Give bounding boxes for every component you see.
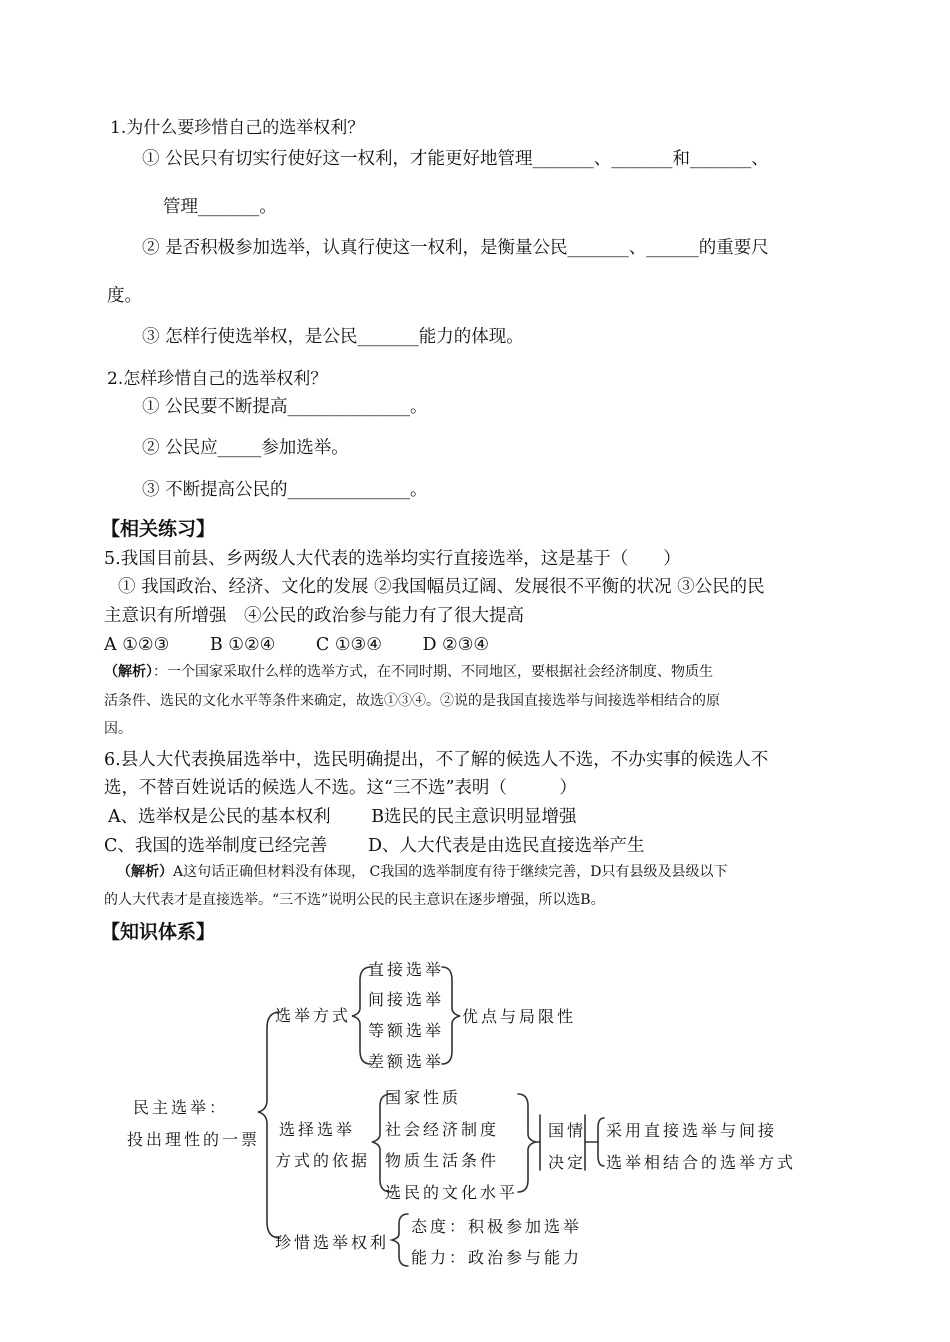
map-basis-item: 社会经济制度 xyxy=(385,1120,500,1139)
map-branch-cherish: 珍惜选举权利 xyxy=(275,1233,390,1252)
q6-choices-line-2: C、我国的选举制度已经完善 D、人大代表是由选民直接选举产生 xyxy=(104,836,645,856)
question-2-title: 2.怎样珍惜自己的选举权利？ xyxy=(107,369,328,389)
map-branch-basis-line-2: 方式的依据 xyxy=(275,1151,371,1170)
map-root-line-2: 投出理性的一票 xyxy=(127,1130,261,1149)
map-basis-item: 国家性质 xyxy=(385,1088,462,1107)
map-cherish-item: 能力：政治参与能力 xyxy=(411,1248,583,1267)
map-methods-note: 优点与局限性 xyxy=(462,1007,577,1026)
question-2-line-2: ② 公民应_____参加选举。 xyxy=(142,438,349,458)
question-2-line-1: ① 公民要不断提高______________。 xyxy=(142,397,428,417)
question-1-line-2: 管理_______。 xyxy=(163,197,277,217)
map-basis-item: 物质生活条件 xyxy=(385,1151,500,1170)
q5-analysis-label: （解析） xyxy=(104,664,153,680)
q6-stem-line-1: 6.县人大代表换届选举中，选民明确提出，不了解的候选人不选，不办实事的候选人不 xyxy=(104,750,769,770)
q5-choices: A ①②③ B ①②④ C ①③④ D ②③④ xyxy=(104,635,490,655)
map-result-line-1: 采用直接选举与间接 xyxy=(606,1121,778,1140)
question-1-line-3: ② 是否积极参加选举，认真行使这一权利，是衡量公民_______、______的重要尺 xyxy=(142,238,769,258)
map-method-item: 直接选举 xyxy=(368,960,445,979)
question-2-line-3: ③ 不断提高公民的______________。 xyxy=(142,480,428,500)
map-cherish-item: 态度：积极参加选举 xyxy=(411,1217,583,1236)
question-1-title: 1.为什么要珍惜自己的选举权利？ xyxy=(110,118,365,138)
q6-stem-line-2: 选，不替百姓说话的候选人不选。这“三不选”表明（ ） xyxy=(104,778,577,798)
map-basis-item: 选民的文化水平 xyxy=(385,1183,519,1202)
map-national-conditions: 国情 xyxy=(548,1121,587,1140)
q5-analysis-line-1 xyxy=(104,661,713,681)
question-1-line-1: ① 公民只有切实行使好这一权利，才能更好地管理_______、_______和_______、 xyxy=(142,149,769,169)
map-root-line-1: 民主选举： xyxy=(133,1098,229,1117)
q6-analysis-label: （解析） xyxy=(117,864,173,880)
map-method-item: 差额选举 xyxy=(368,1052,445,1071)
map-method-item: 等额选举 xyxy=(368,1021,445,1040)
map-branch-methods: 选举方式 xyxy=(275,1006,352,1025)
q5-options-line-2: 主意识有所增强 ④公民的政治参与能力有了很大提高 xyxy=(104,606,524,626)
map-method-item: 间接选举 xyxy=(368,990,445,1009)
map-result-line-2: 选举相结合的选举方式 xyxy=(606,1153,797,1172)
question-1-line-5: ③ 怎样行使选举权，是公民_______能力的体现。 xyxy=(142,327,524,347)
question-1-line-4: 度。 xyxy=(107,286,142,306)
q6-choices-line-1: A、选举权是公民的基本权利 B选民的民主意识明显增强 xyxy=(108,807,577,827)
q5-stem: 5.我国目前县、乡两级人大代表的选举均实行直接选举，这是基于（ ） xyxy=(104,549,681,569)
q5-options-line-1: ① 我国政治、经济、文化的发展 ②我国幅员辽阔、发展很不平衡的状况 ③公民的民 xyxy=(118,577,765,597)
q5-analysis-text: ：一个国家采取什么样的选举方式，在不同时期、不同地区，要根据社会经济制度、物质生 xyxy=(153,664,713,680)
map-branch-basis-line-1: 选择选举 xyxy=(279,1120,356,1139)
practice-heading: 【相关练习】 xyxy=(101,518,216,540)
q5-analysis-line-2: 活条件、选民的文化水平等条件来确定，故选①③④。②说的是我国直接选举与间接选举相结合的原 xyxy=(104,693,720,709)
map-determines: 决定 xyxy=(548,1153,587,1172)
q5-analysis-line-3: 因。 xyxy=(104,721,132,737)
knowledge-heading: 【知识体系】 xyxy=(101,921,216,943)
q6-analysis-line-2: 的人大代表才是直接选举。“三不选”说明公民的民主意识在逐步增强，所以选B。 xyxy=(104,892,605,908)
q6-analysis-line-1 xyxy=(117,861,728,881)
q6-analysis-text: A这句话正确但材料没有体现， C我国的选举制度有待于继续完善，D只有县级及县级以下 xyxy=(173,864,728,880)
